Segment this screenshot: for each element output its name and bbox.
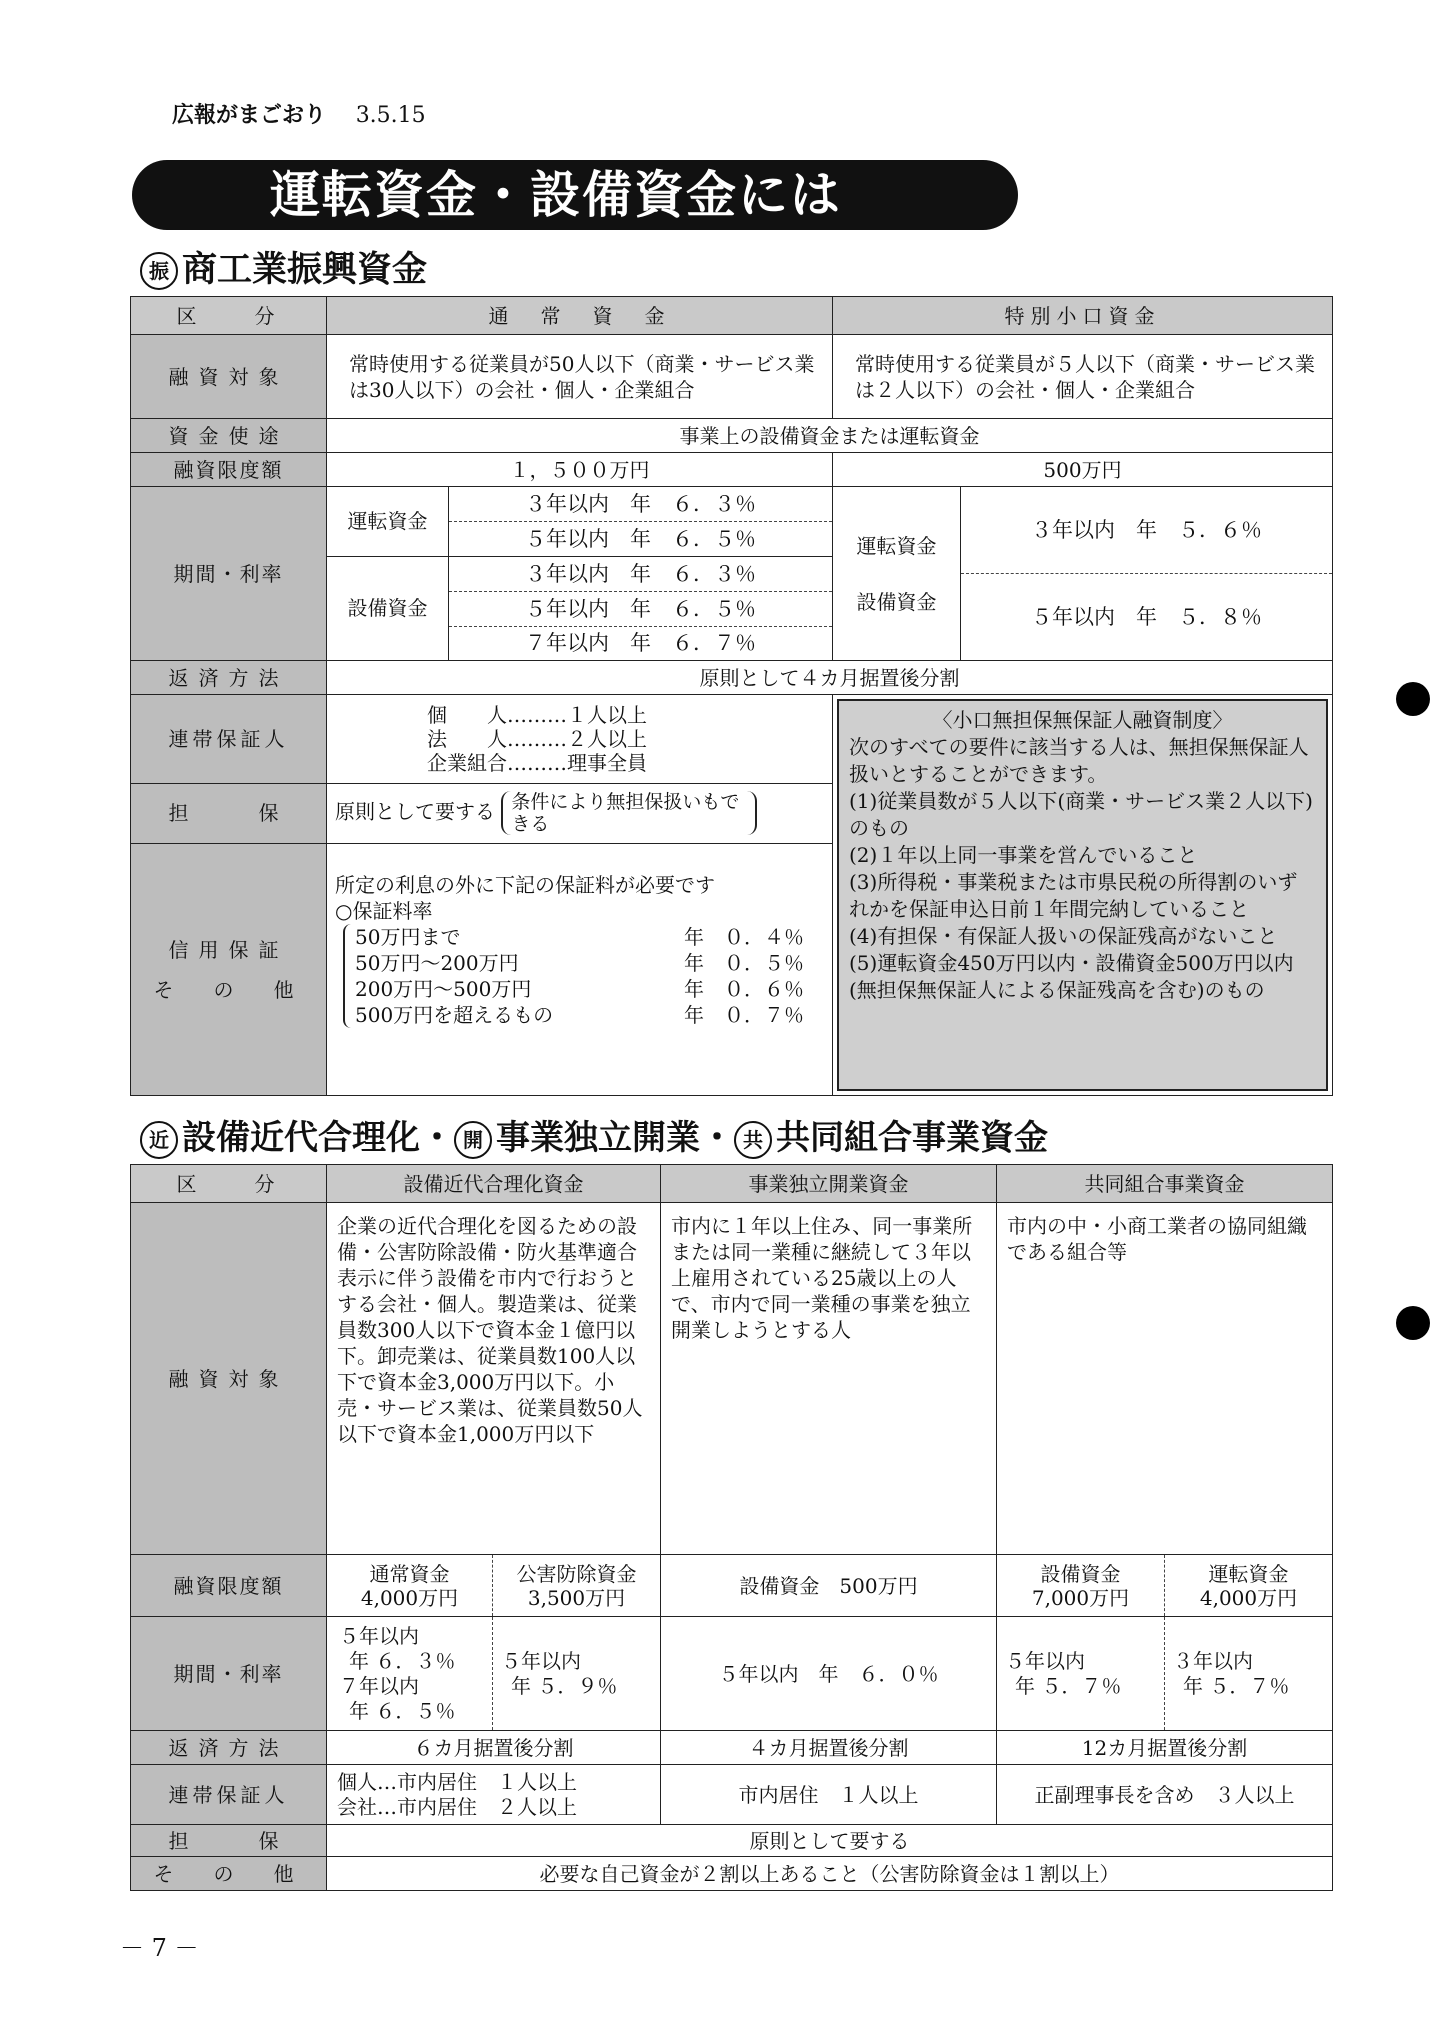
credit-guarantee-values [327,844,833,1096]
limit-union-equipment-value: 7,000万円 [1031,1585,1130,1610]
unsecured-loan-note [837,699,1328,1091]
punch-hole [1396,682,1430,716]
rate-working-label: 運転資金 [347,509,428,533]
collateral-value [327,783,833,843]
rate-fund-types-normal [327,487,449,661]
target-special: 常時使用する従業員が５人以下（商業・サービス業は２人以下）の会社・個人・企業組合 [833,335,1333,419]
rate-special-working-label: 運転資金 [856,533,937,558]
collateral-value: 原則として要する [327,1825,1333,1857]
section-title-3: 共同組合事業資金 [776,1118,1048,1158]
guarantor-individual: 個人…市内居住 １人以上 [337,1769,577,1794]
publication-header [172,98,426,129]
section-title-text: 商工業振興資金 [182,250,428,290]
page-number: － 7 － [120,1934,199,1962]
rate-c2-rate: 年 ５．７％ [1183,1673,1290,1698]
limit-special: 500万円 [833,453,1333,487]
limit-normal-name: 通常資金 [369,1561,450,1586]
label-credit: 信用保証 [168,937,289,962]
limit-union-equipment-name: 設備資金 [1040,1561,1121,1586]
guarantor-values [327,695,833,784]
rate-values-special [961,487,1333,661]
note-item-3: (3)所得税・事業税または市県民税の所得割のいずれかを保証申込日前１年間完納していること [849,870,1298,921]
label-credit-guarantee [131,844,327,1096]
page-title-banner: 運転資金・設備資金には [132,160,1018,230]
fee-rate: 年 ０．４％ [684,925,804,950]
limit-union-working-name: 運転資金 [1208,1561,1289,1586]
note-item-5: (5)運転資金450万円以内・設備資金500万円以内(無担保無保証人による保証残高を含む)のもの [849,951,1294,1002]
note-cell [833,695,1333,1096]
rate-a1-rate2: 年 ６．５％ [349,1698,456,1723]
publication-date: 3.5.15 [355,103,426,128]
header-union: 共同組合事業資金 [997,1165,1333,1203]
limit-normal-value: 4,000万円 [360,1585,459,1610]
label-other: そ の 他 [131,1857,327,1891]
credit-rate-title: ○保証料率 [335,899,433,924]
rate-union-equipment [997,1617,1165,1731]
rate-n2: ５年以内 年 ６．５％ [525,527,756,551]
fee-rate: 年 ０．７％ [684,1003,804,1028]
rate-n3: ３年以内 年 ６．３％ [449,556,832,592]
label-repay: 返済方法 [131,661,327,695]
header-special-fund: 特別小口資金 [833,297,1333,335]
rate-union-working [1165,1617,1333,1731]
modernization-fund-table [130,1164,1333,1891]
rate-a1-rate1: 年 ６．３％ [349,1648,456,1673]
header-category: 区 分 [131,297,327,335]
fee-rate: 年 ０．６％ [684,977,804,1002]
target-modernization: 企業の近代合理化を図るための設備・公害防除設備・防火基準適合表示に伴う設備を市内で行おうとする会社・個人。製造業は、従業員数300人以下で資本金１億円以下。卸売業は、従業員数100人以下で資本金3,000万円以下。小売・サービス業は、従業員数50人以下で資本金1,000万円以下 [327,1203,661,1555]
limit-pollution [493,1555,661,1617]
rate-startup: ５年以内 年 ６．０％ [661,1617,997,1731]
fee-range: 200万円～500万円 [355,977,532,1002]
use-value: 事業上の設備資金または運転資金 [327,419,1333,453]
label-collateral: 担 保 [131,783,327,843]
repay-value: 原則として４カ月据置後分割 [327,661,1333,695]
label-collateral: 担 保 [131,1825,327,1857]
rate-values-normal [449,487,833,661]
guarantor-corporation: 法 人………２人以上 [427,726,647,751]
guarantor-startup: 市内居住 １人以上 [661,1765,997,1825]
note-intro: 次のすべての要件に該当する人は、無担保無保証人扱いとすることができます。 [849,735,1309,786]
label-repay: 返済方法 [131,1731,327,1765]
punch-hole [1396,1306,1430,1340]
other-value: 必要な自己資金が２割以上あること（公害防除資金は１割以上） [327,1857,1333,1891]
label-limit: 融資限度額 [131,1555,327,1617]
target-union: 市内の中・小商工業者の協同組織である組合等 [997,1203,1333,1555]
limit-normal: １，５００万円 [327,453,833,487]
label-other: そ の 他 [153,977,304,1002]
credit-intro: 所定の利息の外に下記の保証料が必要です [335,873,715,898]
fee-rate: 年 ０．５％ [684,951,804,976]
rate-modernization-normal [327,1617,493,1731]
header-category: 区 分 [131,1165,327,1203]
label-guarantor: 連帯保証人 [131,1765,327,1825]
limit-startup: 設備資金 500万円 [661,1555,997,1617]
collateral-condition: 条件により無担保扱いもできる [501,791,757,835]
header-modernization: 設備近代合理化資金 [327,1165,661,1203]
guarantor-company: 会社…市内居住 ２人以上 [337,1794,577,1819]
rate-special-equipment-label: 設備資金 [856,589,937,614]
guarantor-modernization [327,1765,661,1825]
fee-row [355,950,824,976]
label-use: 資金使途 [131,419,327,453]
rate-c2-term: ３年以内 [1173,1648,1253,1673]
note-item-4: (4)有担保・有保証人扱いの保証残高がないこと [849,924,1278,948]
section-title-2: 事業独立開業・ [496,1118,734,1158]
rate-a1-term2: ７年以内 [339,1673,419,1698]
label-rate: 期間・利率 [131,1617,327,1731]
fee-list [343,924,824,1028]
repay-modernization: ６カ月据置後分割 [327,1731,661,1765]
rate-a2-term: ５年以内 [501,1648,581,1673]
label-guarantor: 連帯保証人 [131,695,327,784]
rate-c1-term: ５年以内 [1005,1648,1085,1673]
header-startup: 事業独立開業資金 [661,1165,997,1203]
limit-pollution-name: 公害防除資金 [516,1561,637,1586]
guarantor-individual: 個 人………１人以上 [427,702,647,727]
section-title-1: 設備近代合理化・ [182,1118,454,1158]
guarantor-union: 企業組合………理事全員 [427,750,647,775]
fee-range: 50万円まで [355,925,461,950]
shinko-fund-table [130,296,1333,1096]
section-title-modernization [140,1110,1048,1159]
limit-pollution-value: 3,500万円 [527,1585,626,1610]
label-target: 融資対象 [131,335,327,419]
publication-name: 広報がまごおり [172,103,327,128]
fee-row [355,1002,824,1028]
collateral-main: 原則として要する [335,799,495,824]
fee-row [355,976,824,1002]
rate-modernization-pollution [493,1617,661,1731]
fee-range: 50万円～200万円 [355,951,519,976]
rate-fund-types-special [833,487,961,661]
badge-shin: 振 [140,252,178,290]
rate-a2-rate: 年 ５．９％ [511,1673,618,1698]
rate-a1-term1: ５年以内 [339,1623,419,1648]
rate-n1: ３年以内 年 ６．３％ [449,487,832,522]
fee-range: 500万円を超えるもの [355,1003,554,1028]
rate-n4: ５年以内 年 ６．５％ [449,592,832,627]
rate-n5: ７年以内 年 ６．７％ [525,631,756,655]
header-normal-fund: 通 常 資 金 [327,297,833,335]
fee-row [355,924,824,950]
limit-union-working [1165,1555,1333,1617]
limit-union-working-value: 4,000万円 [1199,1585,1298,1610]
rate-s2: ５年以内 年 ５．８％ [1031,605,1262,629]
label-target: 融資対象 [131,1203,327,1555]
label-rate: 期間・利率 [131,487,327,661]
note-item-1: (1)従業員数が５人以下(商業・サービス業２人以下)のもの [849,789,1313,840]
rate-s1: ３年以内 年 ５．６％ [961,487,1332,574]
badge-kyo: 共 [734,1121,772,1159]
note-item-2: (2)１年以上同一事業を営んでいること [849,843,1198,867]
repay-union: 12カ月据置後分割 [997,1731,1333,1765]
badge-kin: 近 [140,1121,178,1159]
rate-equipment-label: 設備資金 [327,556,448,660]
target-normal: 常時使用する従業員が50人以下（商業・サービス業は30人以下）の会社・個人・企業組合 [327,335,833,419]
badge-kai: 開 [454,1121,492,1159]
guarantor-union: 正副理事長を含め ３人以上 [997,1765,1333,1825]
label-limit: 融資限度額 [131,453,327,487]
rate-c1-rate: 年 ５．７％ [1015,1673,1122,1698]
limit-normal [327,1555,493,1617]
target-startup: 市内に１年以上住み、同一事業所または同一業種に継続して３年以上雇用されている25歳以上の人で、市内で同一業種の事業を独立開業しようとする人 [661,1203,997,1555]
limit-union-equipment [997,1555,1165,1617]
repay-startup: ４カ月据置後分割 [661,1731,997,1765]
section-title-shinko [140,242,427,292]
note-title: 〈小口無担保無保証人融資制度〉 [932,708,1233,732]
